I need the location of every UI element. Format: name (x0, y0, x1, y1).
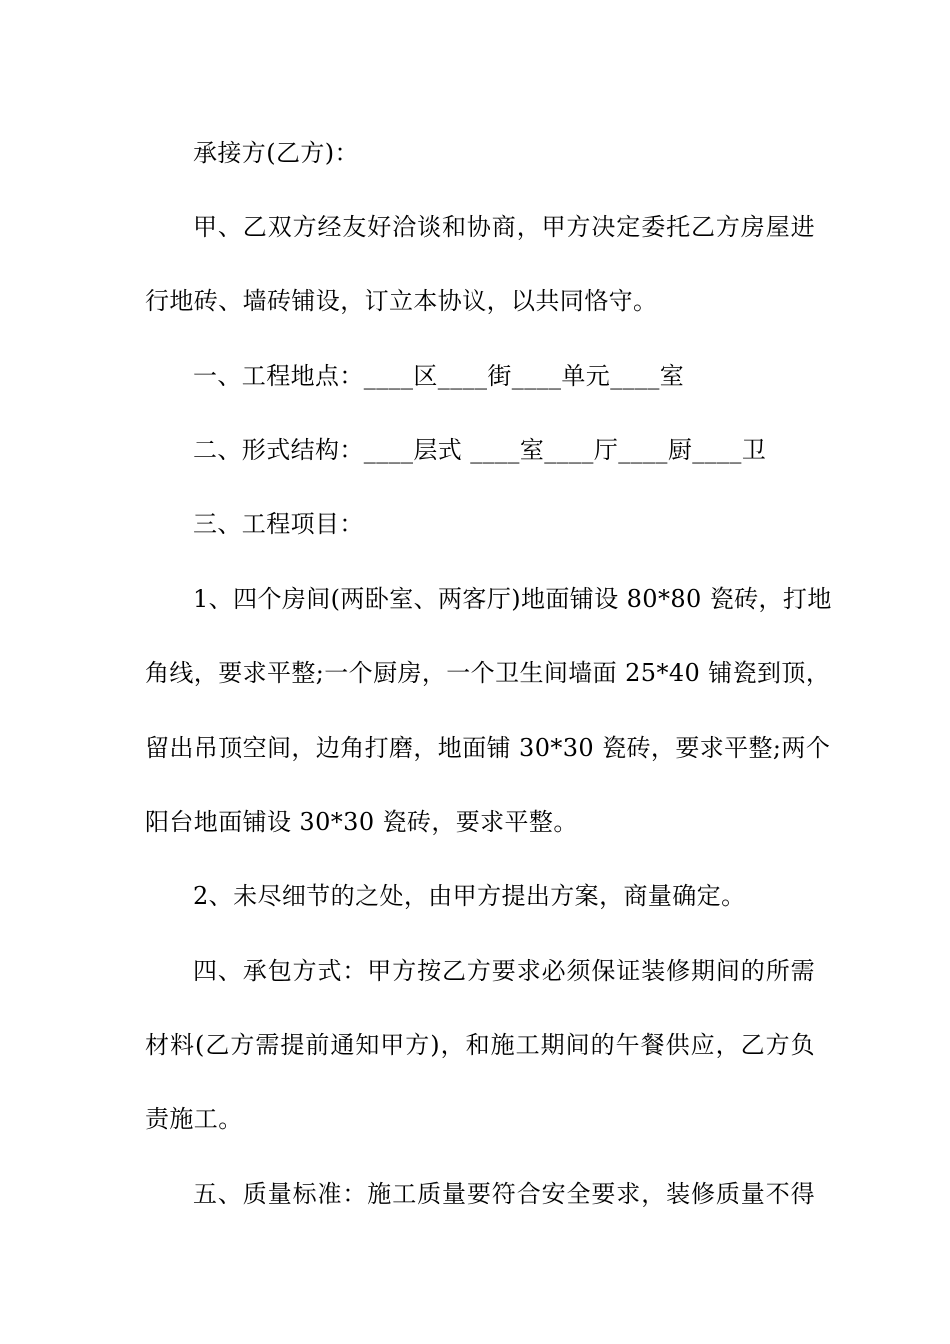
structure-form-line: 二、形式结构：____层式 ____室____厅____厨____卫 (193, 436, 767, 464)
item-1-line-2: 角线，要求平整;一个厨房，一个卫生间墙面 25*40 铺瓷到顶， (145, 659, 831, 687)
contract-method-line-1: 四、承包方式：甲方按乙方要求必须保证装修期间的所需 (193, 957, 815, 985)
contract-method-line-2: 材料(乙方需提前通知甲方)，和施工期间的午餐供应，乙方负 (145, 1031, 815, 1059)
project-location-line: 一、工程地点：____区____街____单元____室 (193, 362, 685, 390)
agreement-intro-line-2: 行地砖、墙砖铺设，订立本协议，以共同恪守。 (145, 287, 658, 315)
contract-method-line-3: 责施工。 (145, 1105, 243, 1133)
item-1-line-3: 留出吊顶空间，边角打磨，地面铺 30*30 瓷砖，要求平整;两个 (145, 734, 831, 762)
project-items-heading: 三、工程项目： (193, 510, 364, 538)
item-1-line-1: 1、四个房间(两卧室、两客厅)地面铺设 80*80 瓷砖，打地 (193, 585, 832, 613)
item-1-line-4: 阳台地面铺设 30*30 瓷砖，要求平整。 (145, 808, 578, 836)
agreement-intro-line-1: 甲、乙双方经友好洽谈和协商，甲方决定委托乙方房屋进 (193, 213, 815, 241)
contractor-party-line: 承接方(乙方)： (193, 139, 359, 167)
quality-standard-line-1: 五、质量标准：施工质量要符合安全要求，装修质量不得 (193, 1180, 815, 1208)
item-2-line: 2、未尽细节的之处，由甲方提出方案，商量确定。 (193, 882, 746, 910)
